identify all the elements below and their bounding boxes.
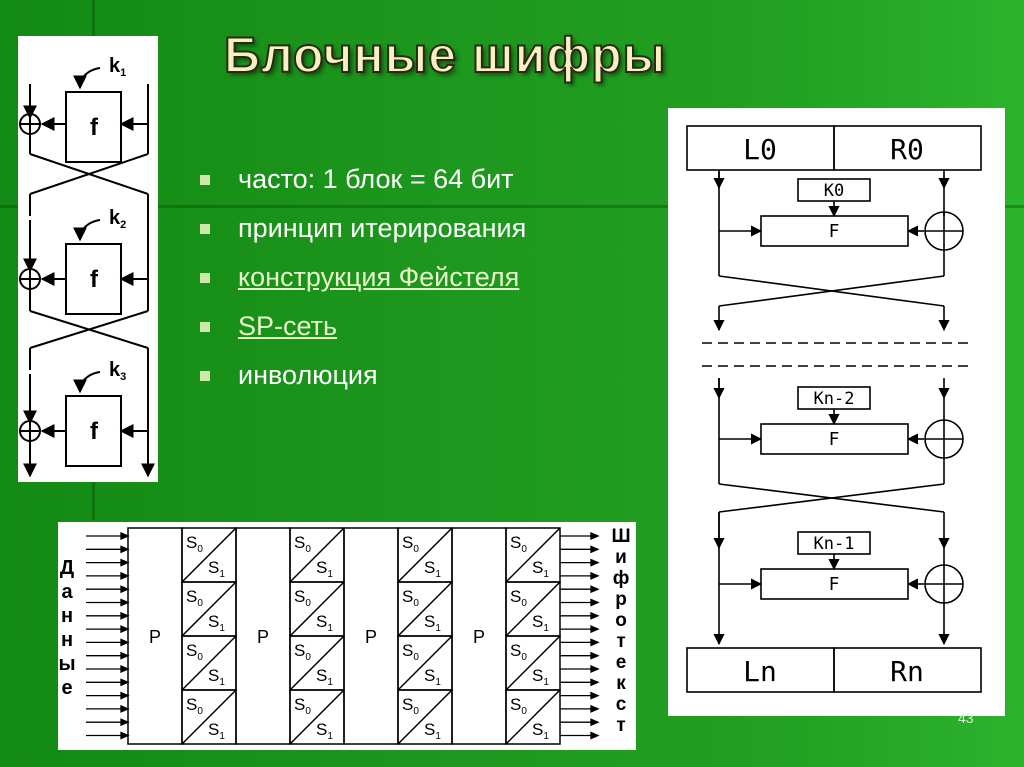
s1-subscript: 1 bbox=[219, 623, 225, 634]
key-label bbox=[109, 207, 126, 231]
s0-subscript: 0 bbox=[197, 706, 203, 717]
feistel-network-diagram bbox=[668, 108, 1005, 716]
s1-subscript: 1 bbox=[435, 677, 441, 688]
s0-subscript: 0 bbox=[521, 544, 527, 555]
s1-label: $S_1$ bbox=[208, 612, 225, 634]
input-arrowhead bbox=[121, 653, 128, 659]
s1-label: $S_1$ bbox=[532, 612, 549, 634]
s1-label: $S_1$ bbox=[316, 720, 333, 742]
s1-label: $S_1$ bbox=[532, 558, 549, 580]
input-label-letter: е bbox=[61, 677, 73, 699]
round-key-label: K0 bbox=[823, 181, 845, 201]
input-arrowhead bbox=[121, 573, 128, 579]
input-arrowhead bbox=[121, 639, 128, 645]
output-arrowhead bbox=[591, 666, 598, 672]
output-arrowhead bbox=[591, 719, 598, 725]
round-structure-diagram bbox=[18, 36, 158, 482]
key-base: k bbox=[109, 55, 121, 77]
right-output-label: Rn bbox=[890, 655, 924, 688]
output-label-letter: Ш bbox=[611, 526, 631, 547]
output-arrowhead bbox=[591, 600, 598, 606]
s0-label: $S_0$ bbox=[510, 587, 527, 609]
round-key-label: Kn-2 bbox=[813, 389, 855, 409]
output-arrowhead bbox=[591, 679, 598, 685]
s0-subscript: 0 bbox=[305, 598, 311, 609]
output-arrowhead bbox=[591, 733, 598, 739]
s0-label: $S_0$ bbox=[186, 587, 203, 609]
p-box-label: P bbox=[148, 627, 162, 647]
s0-subscript: 0 bbox=[521, 652, 527, 663]
s1-subscript: 1 bbox=[543, 623, 549, 634]
output-label-letter: р bbox=[615, 589, 627, 610]
s0-label: $S_0$ bbox=[402, 641, 419, 663]
output-arrowhead bbox=[591, 706, 598, 712]
bullet-square-icon bbox=[200, 371, 210, 381]
s0-subscript: 0 bbox=[521, 706, 527, 717]
s1-subscript: 1 bbox=[219, 569, 225, 580]
output-label-letter: ф bbox=[612, 568, 630, 589]
input-arrowhead bbox=[121, 600, 128, 606]
round-function-label: f bbox=[90, 266, 98, 293]
s1-subscript: 1 bbox=[543, 677, 549, 688]
s0-label: $S_0$ bbox=[186, 695, 203, 717]
s0-subscript: 0 bbox=[305, 544, 311, 555]
s0-label: $S_0$ bbox=[510, 695, 527, 717]
bullet-text: часто: 1 блок = 64 бит bbox=[238, 164, 514, 194]
output-arrowhead bbox=[591, 586, 598, 592]
output-label-letter: с bbox=[615, 694, 627, 715]
bullet-text: принцип итерирования bbox=[238, 213, 527, 243]
s1-label: $S_1$ bbox=[424, 612, 441, 634]
s1-subscript: 1 bbox=[435, 569, 441, 580]
s1-label: $S_1$ bbox=[208, 720, 225, 742]
s1-label: $S_1$ bbox=[424, 558, 441, 580]
s0-subscript: 0 bbox=[305, 706, 311, 717]
s0-subscript: 0 bbox=[197, 544, 203, 555]
s1-subscript: 1 bbox=[543, 731, 549, 742]
s0-label: $S_0$ bbox=[294, 587, 311, 609]
sp-network-link[interactable]: SP-сеть bbox=[238, 311, 338, 341]
p-box-label: P bbox=[364, 627, 378, 647]
bullet-square-icon bbox=[200, 224, 210, 234]
output-label-letter: т bbox=[616, 715, 626, 736]
output-label-letter: и bbox=[615, 547, 627, 568]
left-input-label: L0 bbox=[743, 133, 777, 166]
bullet-item bbox=[200, 262, 526, 311]
s0-label: $S_0$ bbox=[402, 587, 419, 609]
s0-label: $S_0$ bbox=[402, 533, 419, 555]
input-arrowhead bbox=[121, 546, 128, 552]
s1-label: $S_1$ bbox=[208, 666, 225, 688]
bullet-item bbox=[200, 164, 526, 213]
bullet-list bbox=[200, 164, 526, 409]
key-subscript: 2 bbox=[120, 219, 127, 231]
input-arrowhead bbox=[121, 733, 128, 739]
input-label-letter: Д bbox=[59, 557, 75, 579]
output-arrowhead bbox=[591, 653, 598, 659]
input-label-letter: н bbox=[60, 605, 74, 627]
s0-subscript: 0 bbox=[413, 598, 419, 609]
s1-label: $S_1$ bbox=[532, 720, 549, 742]
input-label-letter: н bbox=[60, 629, 74, 651]
output-arrowhead bbox=[591, 546, 598, 552]
round-function-label: f bbox=[90, 418, 98, 445]
s1-subscript: 1 bbox=[219, 677, 225, 688]
input-arrowhead bbox=[121, 693, 128, 699]
sp-network-diagram bbox=[58, 522, 636, 750]
s0-label: $S_0$ bbox=[510, 533, 527, 555]
s0-label: $S_0$ bbox=[294, 695, 311, 717]
s0-subscript: 0 bbox=[305, 652, 311, 663]
s0-subscript: 0 bbox=[413, 706, 419, 717]
output-arrowhead bbox=[591, 533, 598, 539]
round-function-label: F bbox=[828, 221, 840, 242]
s0-label: $S_0$ bbox=[186, 641, 203, 663]
s1-label: $S_1$ bbox=[424, 666, 441, 688]
key-subscript: 3 bbox=[120, 371, 127, 383]
s0-subscript: 0 bbox=[197, 652, 203, 663]
s0-subscript: 0 bbox=[197, 598, 203, 609]
s0-label: $S_0$ bbox=[402, 695, 419, 717]
round-key-label: Kn-1 bbox=[813, 534, 855, 554]
slide-title: Блочные шифры bbox=[224, 27, 667, 83]
input-arrowhead bbox=[121, 666, 128, 672]
input-arrowhead bbox=[121, 586, 128, 592]
bullet-text: инволюция bbox=[238, 360, 378, 390]
bullet-item bbox=[200, 213, 526, 262]
feistel-link[interactable]: конструкция Фейстеля bbox=[238, 262, 520, 292]
bullet-square-icon bbox=[200, 322, 210, 332]
input-arrowhead bbox=[121, 560, 128, 566]
key-base: k bbox=[109, 207, 121, 229]
input-label-letter: а bbox=[61, 581, 73, 603]
round-function-label: F bbox=[828, 574, 840, 595]
output-label-letter: о bbox=[615, 610, 627, 631]
s0-label: $S_0$ bbox=[294, 533, 311, 555]
key-label bbox=[109, 55, 126, 79]
input-arrowhead bbox=[121, 533, 128, 539]
output-label-letter: т bbox=[616, 631, 626, 652]
s1-subscript: 1 bbox=[327, 623, 333, 634]
p-box-label: P bbox=[256, 627, 270, 647]
input-arrowhead bbox=[121, 626, 128, 632]
output-arrowhead bbox=[591, 639, 598, 645]
key-subscript: 1 bbox=[120, 67, 127, 79]
s0-label: $S_0$ bbox=[510, 641, 527, 663]
round-function-label: f bbox=[90, 114, 98, 141]
s1-label: $S_1$ bbox=[316, 612, 333, 634]
input-arrowhead bbox=[121, 679, 128, 685]
bullet-square-icon bbox=[200, 273, 210, 283]
page-number: 43 bbox=[958, 710, 974, 726]
output-arrowhead bbox=[591, 613, 598, 619]
s1-subscript: 1 bbox=[327, 731, 333, 742]
output-arrowhead bbox=[591, 560, 598, 566]
s0-subscript: 0 bbox=[521, 598, 527, 609]
input-arrowhead bbox=[121, 613, 128, 619]
s0-subscript: 0 bbox=[413, 652, 419, 663]
s1-label: $S_1$ bbox=[316, 558, 333, 580]
s1-subscript: 1 bbox=[327, 677, 333, 688]
round-function-label: F bbox=[828, 429, 840, 450]
s0-label: $S_0$ bbox=[186, 533, 203, 555]
key-label bbox=[109, 359, 126, 383]
bullet-item bbox=[200, 311, 526, 360]
s0-label: $S_0$ bbox=[294, 641, 311, 663]
s1-label: $S_1$ bbox=[208, 558, 225, 580]
output-arrowhead bbox=[591, 626, 598, 632]
s1-subscript: 1 bbox=[435, 623, 441, 634]
s1-label: $S_1$ bbox=[532, 666, 549, 688]
input-arrowhead bbox=[121, 719, 128, 725]
right-input-label: R0 bbox=[890, 133, 924, 166]
s1-label: $S_1$ bbox=[316, 666, 333, 688]
output-label-letter: е bbox=[615, 652, 627, 673]
key-base: k bbox=[109, 359, 121, 381]
s1-subscript: 1 bbox=[219, 731, 225, 742]
left-output-label: Ln bbox=[743, 655, 777, 688]
s1-subscript: 1 bbox=[543, 569, 549, 580]
p-box-label: P bbox=[472, 627, 486, 647]
input-label-letter: ы bbox=[58, 653, 76, 675]
output-arrowhead bbox=[591, 573, 598, 579]
s1-subscript: 1 bbox=[435, 731, 441, 742]
output-arrowhead bbox=[591, 693, 598, 699]
s0-subscript: 0 bbox=[413, 544, 419, 555]
output-label-letter: к bbox=[616, 673, 626, 694]
s1-subscript: 1 bbox=[327, 569, 333, 580]
bullet-item bbox=[200, 360, 526, 409]
input-arrowhead bbox=[121, 706, 128, 712]
s1-label: $S_1$ bbox=[424, 720, 441, 742]
bullet-square-icon bbox=[200, 175, 210, 185]
